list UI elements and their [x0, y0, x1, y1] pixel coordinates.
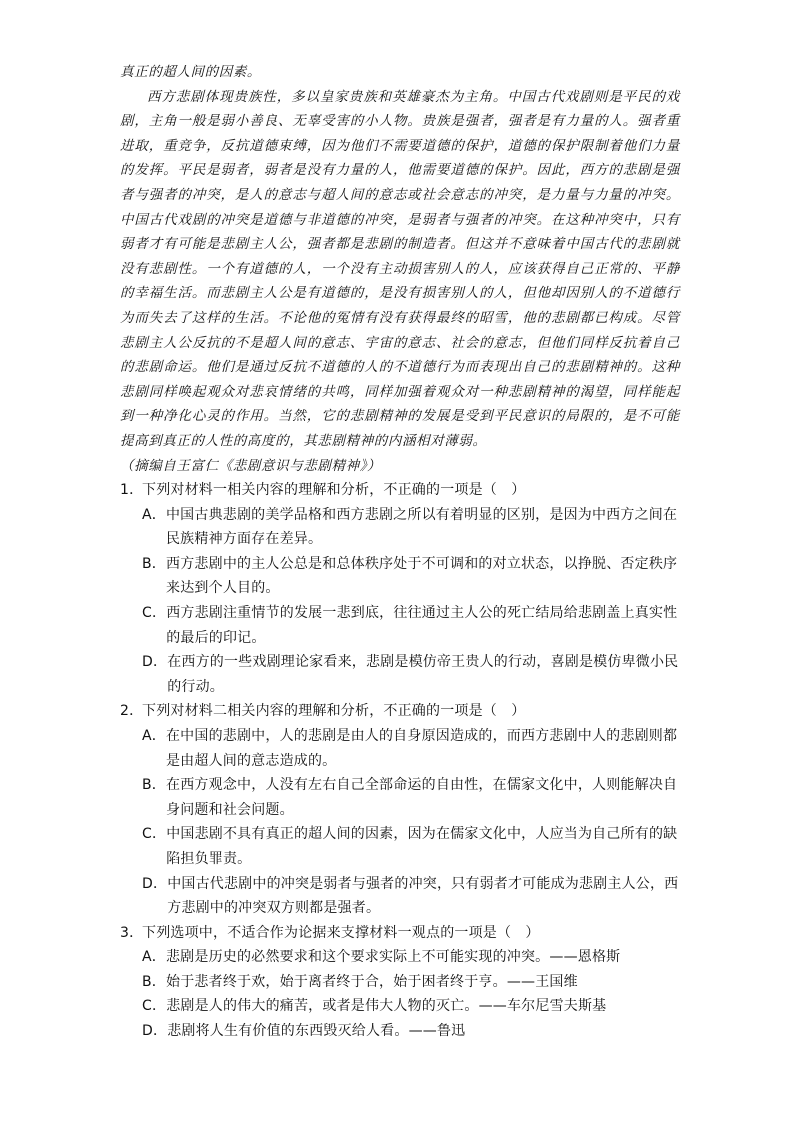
option-c [142, 994, 680, 1019]
passage-paragraph-1: 西方悲剧体现贵族性，多以皇家贵族和英雄豪杰为主角。中国古代戏剧则是平民的戏剧，主角一般是弱小善良、无辜受害的小人物。贵族是强者，强者是有力量的人。强者重进取，重竞争，反抗道德束缚，因为他们不需要道德的保护，道德的保护限制着他们力量的发挥。平民是弱者，弱者是没有力量的人，他需要道德的保护。因此，西方的悲剧是强者与强者的冲突，是人的意志与超人间的意志或社会意志的冲突，是力量与力量的冲突。中国古代戏剧的冲突是道德与非道德的冲突，是弱者与强者的冲突。在这种冲突中，只有弱者才有可能是悲剧主人公，强者都是悲剧的制造者。但这并不意味着中国古代的悲剧就没有悲剧性。一个有道德的人，一个没有主动损害别人的人，应该获得自己正常的、平静的幸福生活。而悲剧主人公是有道德的，是没有损害别人的人，但他却因别人的不道德行为而失去了这样的生活。不论他的冤情有没有获得最终的昭雪，他的悲剧都已构成。尽管悲剧主人公反抗的不是超人间的意志、宇宙的意志、社会的意志，但他们同样反抗着自己的悲剧命运。他们是通过反抗不道德的人的不道德行为而表现出自己的悲剧精神的。这种悲剧同样唤起观众对悲哀情绪的共鸣，同样加强着观众对一种悲剧精神的渴望，同样能起到一种净化心灵的作用。当然，它的悲剧精神的发展是受到平民意识的局限的，是不可能提高到真正的人性的高度的，其悲剧精神的内涵相对薄弱。 [120, 88, 680, 449]
option-letter: B． [142, 777, 167, 794]
option-letter: D． [142, 1023, 168, 1040]
option-letter: B． [142, 555, 167, 572]
option-text: 悲剧是人的伟大的痛苦，或者是伟大人物的灭亡。——车尔尼雪夫斯基 [166, 998, 607, 1015]
passage-source: （摘编自王富仁《悲剧意识与悲剧精神》） [120, 457, 382, 474]
option-b [142, 970, 680, 995]
option-text: 在西方观念中，人没有左右自己全部命运的自由性，在儒家文化中，人则能解决自身问题和社会问题。 [166, 777, 678, 818]
question-stem: 下列选项中，不适合作为论据来支撑材料一观点的一项是（ ） [142, 924, 540, 941]
option-text: 中国古典悲剧的美学品格和西方悲剧之所以有着明显的区别，是因为中西方之间在民族精神方面存在差异。 [165, 506, 678, 548]
option-b [142, 552, 680, 601]
option-text: 在西方的一些戏剧理论家看来，悲剧是模仿帝王贵人的行动，喜剧是模仿卑微小民的行动。 [167, 654, 679, 695]
passage-paragraph-0: 真正的超人间的因素。 [120, 64, 261, 80]
option-d [142, 650, 680, 699]
question-list [120, 478, 680, 1044]
option-letter: D． [142, 875, 168, 892]
question-2 [120, 699, 680, 920]
option-text: 悲剧将人生有价值的东西毁灭给人看。——鲁迅 [167, 1023, 466, 1040]
option-a [142, 503, 680, 552]
option-letter: A． [142, 506, 166, 523]
reading-passage [120, 60, 680, 478]
option-d [142, 1019, 680, 1044]
option-d [142, 872, 680, 921]
option-letter: C． [142, 604, 167, 621]
question-number: 1． [120, 482, 144, 498]
question-number: 3． [120, 924, 144, 941]
question-3 [120, 921, 680, 1044]
question-number: 2． [120, 703, 144, 720]
option-a [142, 945, 680, 970]
option-text: 西方悲剧中的主人公总是和总体秩序处于不可调和的对立状态，以挣脱、否定秩序来达到个人目的。 [166, 555, 678, 597]
question-stem: 下列对材料二相关内容的理解和分析，不正确的一项是（ ） [142, 703, 526, 720]
option-letter: C． [142, 826, 167, 843]
option-text: 始于悲者终于欢，始于离者终于合，始于困者终于亨。——王国维 [166, 973, 578, 990]
question-stem: 下列对材料一相关内容的理解和分析，不正确的一项是（ ） [142, 482, 526, 498]
option-letter: A． [142, 727, 166, 744]
option-c [142, 601, 680, 650]
question-1 [120, 478, 680, 699]
option-text: 在中国的悲剧中，人的悲剧是由人的自身原因造成的，而西方悲剧中人的悲剧则都是由超人间的意志造成的。 [165, 727, 678, 769]
option-text: 中国古代悲剧中的冲突是弱者与强者的冲突，只有弱者才可能成为悲剧主人公，西方悲剧中的冲突双方则都是强者。 [167, 875, 679, 917]
option-c [142, 822, 680, 871]
option-letter: D． [142, 654, 168, 671]
option-text: 中国悲剧不具有真正的超人间的因素，因为在儒家文化中，人应当为自己所有的缺陷担负罪责。 [166, 826, 678, 867]
option-b [142, 773, 680, 822]
option-letter: A． [142, 949, 166, 966]
option-text: 悲剧是历史的必然要求和这个要求实际上不可能实现的冲突。——恩格斯 [165, 949, 621, 966]
option-letter: B． [142, 973, 167, 990]
option-text: 西方悲剧注重情节的发展一悲到底，往往通过主人公的死亡结局给悲剧盖上真实性的最后的印记。 [166, 604, 678, 646]
option-letter: C． [142, 998, 167, 1015]
option-a [142, 724, 680, 773]
